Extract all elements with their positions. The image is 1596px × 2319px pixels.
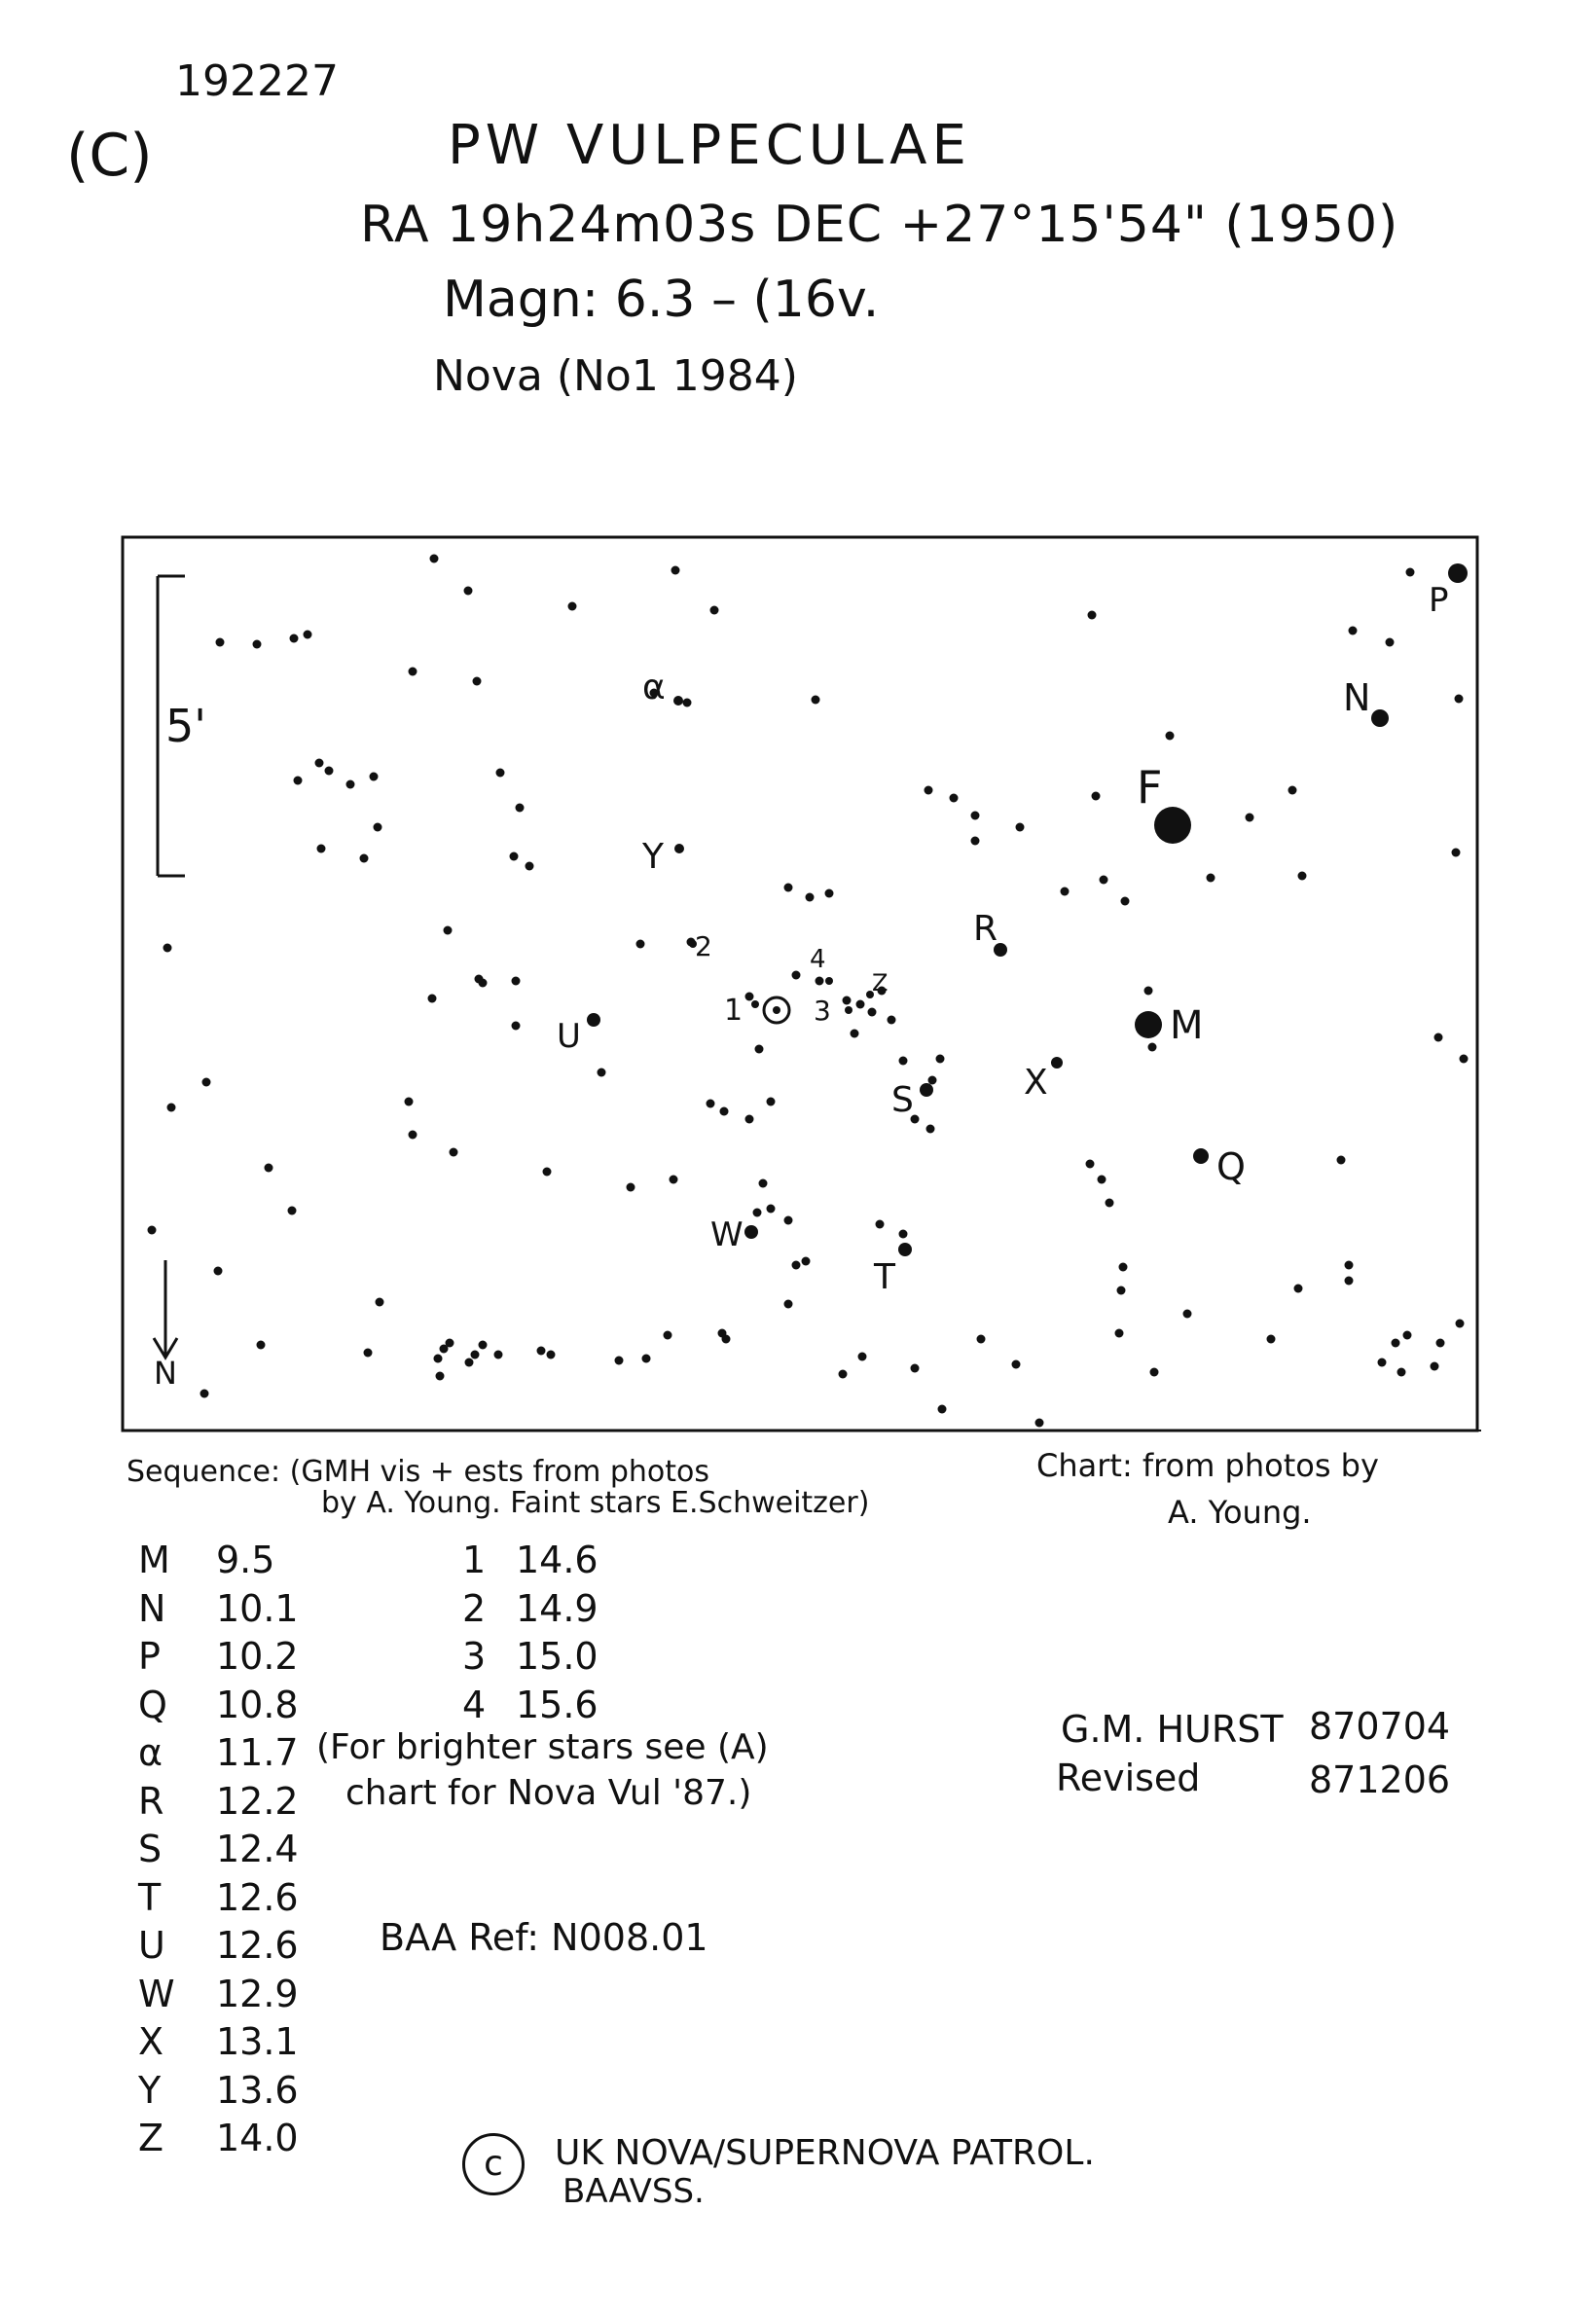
field-star bbox=[446, 1339, 454, 1348]
sequence-label: Q bbox=[138, 1683, 167, 1726]
sequence-magnitude: 15.0 bbox=[516, 1635, 598, 1678]
field-star bbox=[825, 889, 834, 898]
sequence-heading: Sequence: (GMH vis + ests from photos bbox=[127, 1455, 710, 1489]
chart-source-2: A. Young. bbox=[1168, 1494, 1312, 1531]
field-star bbox=[1431, 1362, 1439, 1371]
revised-label: Revised bbox=[1056, 1757, 1201, 1799]
sequence-label: N bbox=[138, 1586, 166, 1630]
field-star bbox=[816, 977, 824, 986]
star-label-T: T bbox=[874, 1257, 895, 1297]
field-star bbox=[710, 606, 719, 615]
star-Q bbox=[1193, 1148, 1209, 1164]
field-star bbox=[346, 780, 355, 789]
field-star bbox=[1406, 568, 1415, 577]
star-label-R: R bbox=[973, 909, 998, 949]
field-star bbox=[430, 555, 439, 563]
coordinates: RA 19h24m03s DEC +27°15'54" (1950) bbox=[360, 196, 1399, 254]
star-S bbox=[920, 1083, 933, 1097]
star-label-M: M bbox=[1170, 1003, 1204, 1048]
star-name: PW VULPECULAE bbox=[448, 114, 971, 177]
sequence-label: M bbox=[138, 1539, 170, 1581]
field-star bbox=[202, 1078, 211, 1087]
star-label-N: N bbox=[1343, 676, 1371, 719]
sequence-note: (For brighter stars see (A) bbox=[316, 1727, 769, 1767]
sequence-note-2: chart for Nova Vul '87.) bbox=[345, 1773, 752, 1813]
field-star bbox=[167, 1104, 176, 1112]
field-star bbox=[851, 1030, 859, 1038]
labelled-stars bbox=[557, 563, 1468, 1297]
field-star bbox=[473, 677, 482, 686]
observer-name: G.M. HURST bbox=[1061, 1708, 1284, 1751]
field-star bbox=[436, 1372, 445, 1381]
north-arrow bbox=[154, 1260, 177, 1358]
field-star bbox=[405, 1098, 414, 1106]
field-star bbox=[409, 668, 417, 676]
field-star bbox=[1166, 732, 1175, 741]
star-label-S: S bbox=[891, 1080, 914, 1120]
star-α bbox=[673, 696, 683, 706]
sequence-label: 2 bbox=[462, 1586, 487, 1630]
field-star bbox=[718, 1329, 727, 1338]
field-star bbox=[642, 1355, 651, 1363]
field-star bbox=[971, 837, 980, 846]
field-star bbox=[926, 1125, 935, 1134]
field-star bbox=[471, 1351, 480, 1359]
field-star bbox=[868, 1008, 877, 1017]
field-star bbox=[806, 893, 815, 902]
field-star bbox=[257, 1341, 266, 1350]
field-star bbox=[304, 631, 312, 639]
field-star bbox=[1345, 1277, 1354, 1286]
field-star bbox=[547, 1351, 556, 1359]
sequence-label: Z bbox=[138, 2117, 164, 2159]
field-star bbox=[950, 794, 959, 803]
field-star bbox=[928, 1076, 937, 1085]
field-stars bbox=[148, 555, 1469, 1428]
field-star bbox=[671, 566, 680, 575]
sequence-magnitude: 12.6 bbox=[216, 1875, 299, 1919]
field-star bbox=[1267, 1335, 1276, 1344]
field-star bbox=[465, 1359, 474, 1367]
star-label-X: X bbox=[1024, 1063, 1048, 1103]
field-star bbox=[784, 1216, 793, 1225]
nova-center-dot bbox=[773, 1006, 780, 1014]
field-star bbox=[899, 1057, 908, 1066]
field-star bbox=[253, 640, 262, 649]
field-star bbox=[1378, 1359, 1387, 1367]
star-label-Y: Y bbox=[642, 837, 664, 877]
sequence-label: P bbox=[138, 1635, 161, 1678]
field-star bbox=[1403, 1331, 1412, 1340]
field-star bbox=[802, 1257, 811, 1266]
sequence-magnitude: 13.6 bbox=[216, 2068, 299, 2112]
field-star bbox=[290, 634, 299, 643]
field-star bbox=[899, 1230, 908, 1239]
field-star bbox=[376, 1298, 384, 1307]
field-star bbox=[843, 996, 852, 1005]
sequence-label: α bbox=[138, 1731, 163, 1774]
sequence-magnitude: 14.6 bbox=[516, 1539, 598, 1581]
field-star bbox=[325, 767, 334, 776]
sequence-magnitude: 11.7 bbox=[216, 1731, 299, 1774]
chart-id: 192227 bbox=[175, 56, 339, 106]
star-M bbox=[1135, 1011, 1162, 1038]
revised-date: 871206 bbox=[1309, 1758, 1451, 1801]
field-star bbox=[925, 786, 933, 795]
field-star bbox=[1119, 1263, 1128, 1272]
field-star bbox=[543, 1168, 552, 1177]
field-star bbox=[627, 1183, 635, 1192]
sequence-magnitude: 10.2 bbox=[216, 1635, 299, 1678]
star-Y bbox=[674, 844, 684, 853]
field-star bbox=[767, 1098, 776, 1106]
field-star bbox=[434, 1355, 443, 1363]
field-star bbox=[683, 699, 692, 707]
star-P bbox=[1448, 563, 1468, 583]
sequence-label: X bbox=[138, 2020, 164, 2063]
sequence-magnitude: 10.8 bbox=[216, 1683, 299, 1726]
field-star bbox=[1088, 611, 1097, 620]
field-star bbox=[1386, 638, 1395, 647]
sequence-magnitude: 12.2 bbox=[216, 1779, 299, 1823]
chart-source: Chart: from photos by bbox=[1036, 1447, 1379, 1484]
field-star bbox=[216, 638, 225, 647]
field-star bbox=[1035, 1419, 1044, 1428]
field-star bbox=[364, 1349, 373, 1358]
star-T bbox=[898, 1243, 912, 1256]
field-star bbox=[510, 852, 519, 861]
star-N bbox=[1371, 709, 1389, 727]
field-star bbox=[148, 1226, 157, 1235]
sequence-label: T bbox=[138, 1875, 162, 1919]
sequence-magnitude: 9.5 bbox=[216, 1539, 275, 1581]
field-star bbox=[839, 1370, 848, 1379]
field-star bbox=[812, 696, 820, 705]
sequence-label: R bbox=[138, 1779, 164, 1823]
observer-date: 870704 bbox=[1309, 1705, 1451, 1748]
field-star bbox=[450, 1148, 458, 1157]
sequence-label: 3 bbox=[462, 1635, 487, 1678]
field-star bbox=[1392, 1339, 1400, 1348]
field-star bbox=[1456, 1320, 1465, 1328]
field-star bbox=[444, 926, 453, 935]
field-star bbox=[1288, 786, 1297, 795]
field-star bbox=[1012, 1360, 1021, 1369]
field-star bbox=[1117, 1286, 1126, 1295]
field-star bbox=[1460, 1055, 1469, 1064]
field-star bbox=[1207, 874, 1215, 883]
object-type: Nova (No1 1984) bbox=[433, 351, 798, 401]
field-star bbox=[568, 602, 577, 611]
field-star bbox=[294, 777, 303, 785]
field-star bbox=[496, 769, 505, 778]
field-star bbox=[753, 1209, 762, 1217]
field-star bbox=[360, 854, 369, 863]
field-star bbox=[1183, 1310, 1192, 1319]
field-star bbox=[1016, 823, 1025, 832]
field-star bbox=[792, 1261, 801, 1270]
field-star bbox=[856, 1000, 865, 1009]
star-label-2: 2 bbox=[695, 930, 712, 962]
field-star bbox=[1246, 814, 1254, 822]
star-label-F: F bbox=[1137, 761, 1163, 814]
sequence-magnitude: 12.6 bbox=[216, 1924, 299, 1967]
sequence-label: 1 bbox=[462, 1539, 487, 1581]
star-X bbox=[1051, 1057, 1063, 1069]
field-star bbox=[526, 862, 534, 871]
field-star bbox=[720, 1107, 729, 1116]
sequence-label: W bbox=[138, 1972, 175, 2015]
sequence-magnitude: 10.1 bbox=[216, 1586, 299, 1630]
star-W bbox=[744, 1225, 758, 1239]
field-star bbox=[1100, 876, 1108, 885]
field-star bbox=[938, 1405, 947, 1414]
star-label-α: α bbox=[642, 668, 666, 707]
baa-reference: BAA Ref: N008.01 bbox=[380, 1916, 708, 1959]
field-star bbox=[636, 940, 645, 949]
field-star bbox=[876, 1220, 885, 1229]
field-star bbox=[1121, 897, 1130, 906]
field-star bbox=[1294, 1285, 1303, 1293]
copyright-org: BAAVSS. bbox=[562, 2172, 705, 2211]
field-star bbox=[745, 1115, 754, 1124]
field-star bbox=[759, 1179, 768, 1188]
field-star bbox=[745, 993, 754, 1001]
magnitude-range: Magn: 6.3 – (16v. bbox=[443, 271, 880, 329]
field-star bbox=[200, 1390, 209, 1398]
sequence-magnitude: 15.6 bbox=[516, 1683, 598, 1726]
field-star bbox=[936, 1055, 945, 1064]
field-star bbox=[1106, 1199, 1114, 1208]
field-star bbox=[1455, 695, 1464, 704]
field-star bbox=[598, 1069, 606, 1077]
nova-marker bbox=[764, 997, 789, 1023]
field-star bbox=[409, 1131, 417, 1140]
field-star bbox=[1298, 872, 1307, 881]
field-star bbox=[1345, 1261, 1354, 1270]
field-star bbox=[1337, 1156, 1346, 1165]
sequence-label: U bbox=[138, 1924, 165, 1967]
star-U bbox=[587, 1013, 600, 1027]
field-star bbox=[888, 1016, 896, 1025]
field-star bbox=[214, 1267, 223, 1276]
field-star bbox=[479, 979, 488, 988]
field-star bbox=[163, 944, 172, 953]
field-star bbox=[479, 1341, 488, 1350]
field-star bbox=[315, 759, 324, 768]
field-star bbox=[512, 977, 521, 986]
sequence-label: Y bbox=[138, 2068, 162, 2112]
copyright-text: UK NOVA/SUPERNOVA PATROL. bbox=[555, 2133, 1095, 2173]
field-star bbox=[370, 773, 379, 781]
sequence-magnitude: 14.9 bbox=[516, 1586, 598, 1630]
field-star bbox=[1061, 888, 1070, 896]
field-star bbox=[1144, 987, 1153, 996]
field-star bbox=[1452, 849, 1461, 857]
sequence-magnitude: 12.4 bbox=[216, 1828, 299, 1870]
field-star bbox=[971, 812, 980, 820]
field-star bbox=[1086, 1160, 1095, 1169]
field-star bbox=[516, 804, 525, 813]
field-star bbox=[911, 1364, 920, 1373]
field-star bbox=[858, 1353, 867, 1361]
field-star bbox=[755, 1045, 764, 1054]
star-label-3: 3 bbox=[814, 995, 831, 1027]
north-label: N bbox=[154, 1355, 177, 1392]
sequence-label: 4 bbox=[462, 1683, 487, 1726]
star-1 bbox=[751, 1000, 759, 1008]
field-star bbox=[265, 1164, 273, 1173]
field-star bbox=[767, 1205, 776, 1214]
star-label-1: 1 bbox=[724, 994, 744, 1028]
field-star bbox=[428, 995, 437, 1003]
field-star bbox=[1436, 1339, 1445, 1348]
field-star bbox=[707, 1100, 715, 1108]
star-label-U: U bbox=[557, 1017, 581, 1056]
star-4 bbox=[825, 977, 833, 985]
star-label-Z: Z bbox=[872, 969, 889, 996]
sequence-magnitude: 14.0 bbox=[216, 2117, 299, 2159]
field-star bbox=[1115, 1329, 1124, 1338]
field-star bbox=[1098, 1176, 1106, 1184]
star-label-W: W bbox=[710, 1215, 744, 1254]
field-star bbox=[784, 884, 793, 892]
scale-label: 5' bbox=[165, 700, 206, 752]
field-star bbox=[615, 1357, 624, 1365]
field-star bbox=[792, 971, 801, 980]
star-label-Q: Q bbox=[1216, 1145, 1246, 1188]
star-label-P: P bbox=[1429, 581, 1449, 620]
field-star bbox=[512, 1022, 521, 1031]
sequence-magnitude: 13.1 bbox=[216, 2020, 299, 2063]
star-3 bbox=[845, 1006, 852, 1014]
field-star bbox=[670, 1176, 678, 1184]
copyright-icon: c bbox=[462, 2133, 525, 2195]
chart-version: (C) bbox=[66, 122, 153, 190]
field-star bbox=[1148, 1043, 1157, 1052]
field-star bbox=[1349, 627, 1358, 635]
field-star bbox=[784, 1300, 793, 1309]
sequence-heading-2: by A. Young. Faint stars E.Schweitzer) bbox=[321, 1486, 870, 1520]
field-star bbox=[537, 1347, 546, 1356]
field-star bbox=[1434, 1033, 1443, 1042]
field-star bbox=[664, 1331, 672, 1340]
field-star bbox=[1092, 792, 1101, 801]
chart-frame bbox=[123, 537, 1477, 1431]
field-star bbox=[977, 1335, 986, 1344]
field-star bbox=[494, 1351, 503, 1359]
field-star bbox=[288, 1207, 297, 1215]
sequence-magnitude: 12.9 bbox=[216, 1972, 299, 2015]
field-star bbox=[374, 823, 382, 832]
sequence-label: S bbox=[138, 1828, 163, 1870]
field-star bbox=[464, 587, 473, 596]
field-star bbox=[1397, 1368, 1406, 1377]
field-star bbox=[1150, 1368, 1159, 1377]
star-label-4: 4 bbox=[810, 945, 826, 974]
field-star bbox=[317, 845, 326, 853]
